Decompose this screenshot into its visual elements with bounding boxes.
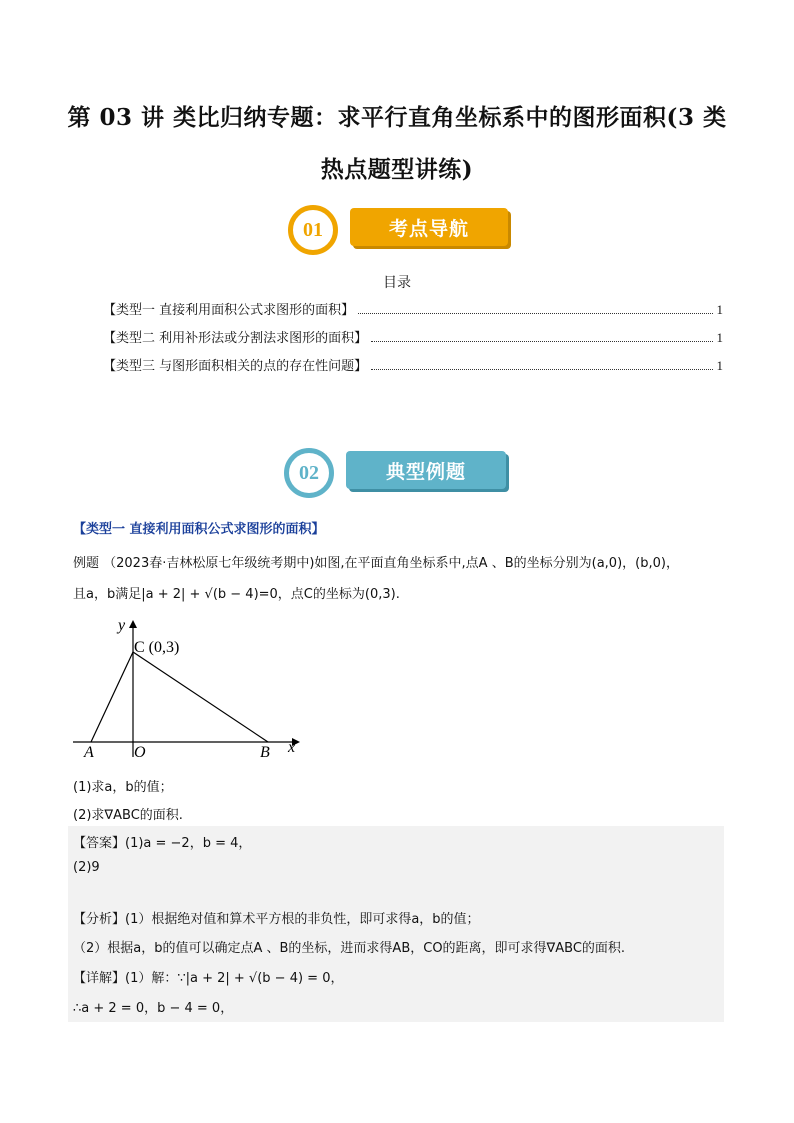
toc-leader-dots	[358, 313, 712, 314]
toc-item-2[interactable]	[103, 326, 723, 346]
answer-line-2: (2)9	[73, 860, 100, 875]
analysis-line-2: （2）根据a，b的值可以确定点A 、B的坐标，进而求得AB，CO的距离，即可求得∇ABC的面积.	[73, 941, 626, 956]
toc-heading: 目录	[383, 275, 411, 291]
detail-line-2: ∴a + 2 = 0，b − 4 = 0，	[73, 1001, 234, 1016]
y-axis-label: y	[118, 617, 126, 634]
section-badge-examples	[0, 445, 794, 501]
toc-item-page: 1	[716, 358, 723, 373]
toc-item-label: 【类型一 直接利用面积公式求图形的面积】	[103, 303, 355, 318]
segment-ac	[91, 652, 133, 742]
segment-cb	[133, 652, 268, 742]
toc-item-label: 【类型三 与图形面积相关的点的存在性问题】	[103, 359, 368, 374]
toc-item-1[interactable]	[103, 298, 723, 318]
detail-line-1: 【详解】(1）解：∵|a + 2| + √(b − 4) = 0，	[73, 971, 344, 986]
point-a-label: A	[84, 744, 94, 761]
title-line-2: 热点题型讲练)	[320, 156, 474, 183]
toc-item-3[interactable]	[103, 354, 723, 374]
example-line-2: 且a，b满足|a + 2| + √(b − 4)=0，点C的坐标为(0,3).	[73, 587, 400, 602]
section-badge-navigation	[0, 202, 794, 258]
example-line-1: 例题 （2023春·吉林松原七年级统考期中)如图,在平面直角坐标系中,点A 、B的坐标分别为(a,0)，(b,0)，	[73, 556, 679, 571]
point-b-label: B	[260, 744, 270, 761]
y-axis-arrow	[129, 620, 137, 628]
badge-navigation-label: 考点导航	[350, 208, 508, 246]
section-1-heading: 【类型一 直接利用面积公式求图形的面积】	[73, 522, 325, 537]
toc-leader-dots	[371, 369, 712, 370]
question-1: (1)求a，b的值；	[73, 780, 173, 795]
toc-item-page: 1	[716, 302, 723, 317]
analysis-line-1: 【分析】(1）根据绝对值和算术平方根的非负性，即可求得a，b的值；	[73, 912, 480, 927]
badge-navigation-number: 01	[288, 205, 338, 255]
toc-item-page: 1	[716, 330, 723, 345]
title-line-1: 第 03 讲 类比归纳专题：求平行直角坐标系中的图形面积(3 类	[67, 104, 727, 131]
toc-leader-dots	[371, 341, 712, 342]
origin-label: O	[134, 744, 146, 761]
toc-item-label: 【类型二 利用补形法或分割法求图形的面积】	[103, 331, 368, 346]
page-title	[60, 92, 734, 196]
coordinate-graph	[68, 612, 318, 762]
x-axis-label: x	[288, 739, 296, 756]
point-c-label: C (0,3)	[134, 639, 180, 656]
badge-examples-label: 典型例题	[346, 451, 506, 489]
question-2: (2)求∇ABC的面积.	[73, 808, 183, 823]
badge-examples-number: 02	[284, 448, 334, 498]
answer-line-1: 【答案】(1)a = −2，b = 4，	[73, 836, 252, 851]
